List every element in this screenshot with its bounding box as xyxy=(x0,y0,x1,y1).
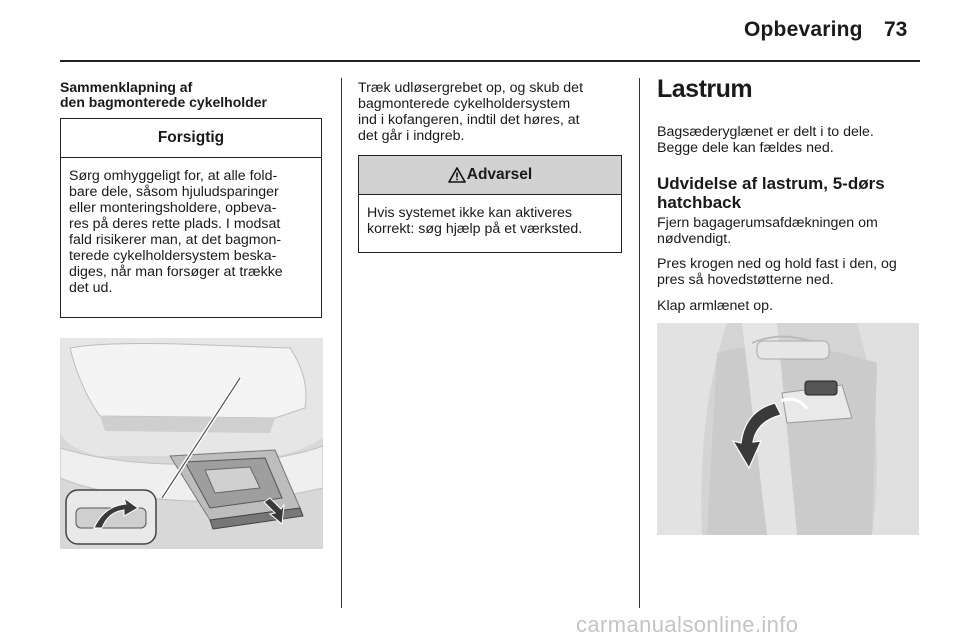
release-instructions xyxy=(358,80,583,144)
step-fold-armrest xyxy=(657,298,773,314)
caution-line: eller monteringsholdere, opbeva- xyxy=(69,200,277,216)
header-divider xyxy=(60,60,920,62)
text-line: ind i kofangeren, indtil det høres, at xyxy=(358,112,580,128)
section-heading-bike-carrier xyxy=(60,80,330,110)
caution-line: terede cykelholdersystem beska- xyxy=(69,248,277,264)
warning-box xyxy=(358,155,622,253)
text-line: Begge dele kan fældes ned. xyxy=(657,140,834,156)
text-line: Bagsæderyglænet er delt i to dele. xyxy=(657,124,874,140)
warning-title: Advarsel xyxy=(466,166,533,183)
caution-line: res på deres rette plads. I modsat xyxy=(69,216,281,232)
warning-triangle-icon xyxy=(448,167,466,183)
warning-line: Hvis systemet ikke kan aktiveres xyxy=(367,205,572,221)
page-header-title: Opbevaring xyxy=(744,18,863,41)
page-number: 73 xyxy=(884,18,908,41)
caution-line: bare dele, såsom hjuludsparinger xyxy=(69,184,279,200)
caution-line: Sørg omhyggeligt for, at alle fold- xyxy=(69,168,278,184)
caution-box xyxy=(60,118,322,318)
text-line: bagmonterede cykelholdersystem xyxy=(358,96,571,112)
step-remove-cover xyxy=(657,215,878,247)
warning-header xyxy=(359,156,621,195)
text-line: Klap armlænet op. xyxy=(657,298,773,314)
lastrum-intro xyxy=(657,124,874,156)
column-divider-left xyxy=(341,78,342,608)
text-line: Træk udløsergrebet op, og skub det xyxy=(358,80,584,96)
text-line: det går i indgreb. xyxy=(358,128,465,144)
caution-line: fald risikerer man, at det bagmon- xyxy=(69,232,282,248)
warning-body xyxy=(359,195,621,237)
heading-line: Sammenklapning af xyxy=(60,79,193,95)
heading-line: den bagmonterede cykelholder xyxy=(60,94,267,110)
text-line: pres så hovedstøtterne ned. xyxy=(657,272,834,288)
watermark: carmanualsonline.info xyxy=(576,612,799,637)
section-heading-lastrum: Lastrum xyxy=(657,75,753,103)
subheading-extend-cargo xyxy=(657,174,885,212)
headrest-illustration xyxy=(657,323,919,535)
caution-line: det ud. xyxy=(69,280,113,296)
caution-title: Forsigtig xyxy=(61,119,321,158)
caution-body xyxy=(61,158,321,296)
bike-carrier-drawing xyxy=(60,338,323,549)
column-divider-right xyxy=(639,78,640,608)
text-line: Pres krogen ned og hold fast i den, og xyxy=(657,256,897,272)
step-press-hook xyxy=(657,256,897,288)
headrest-drawing xyxy=(657,323,919,535)
text-line: nødvendigt. xyxy=(657,231,732,247)
warning-line: korrekt: søg hjælp på et værksted. xyxy=(367,221,583,237)
caution-line: diges, når man forsøger at trække xyxy=(69,264,283,280)
text-line: Fjern bagagerumsafdækningen om xyxy=(657,215,878,231)
bike-carrier-illustration xyxy=(60,338,323,549)
subheading-line: hatchback xyxy=(657,193,742,212)
subheading-line: Udvidelse af lastrum, 5-dørs xyxy=(657,174,885,193)
